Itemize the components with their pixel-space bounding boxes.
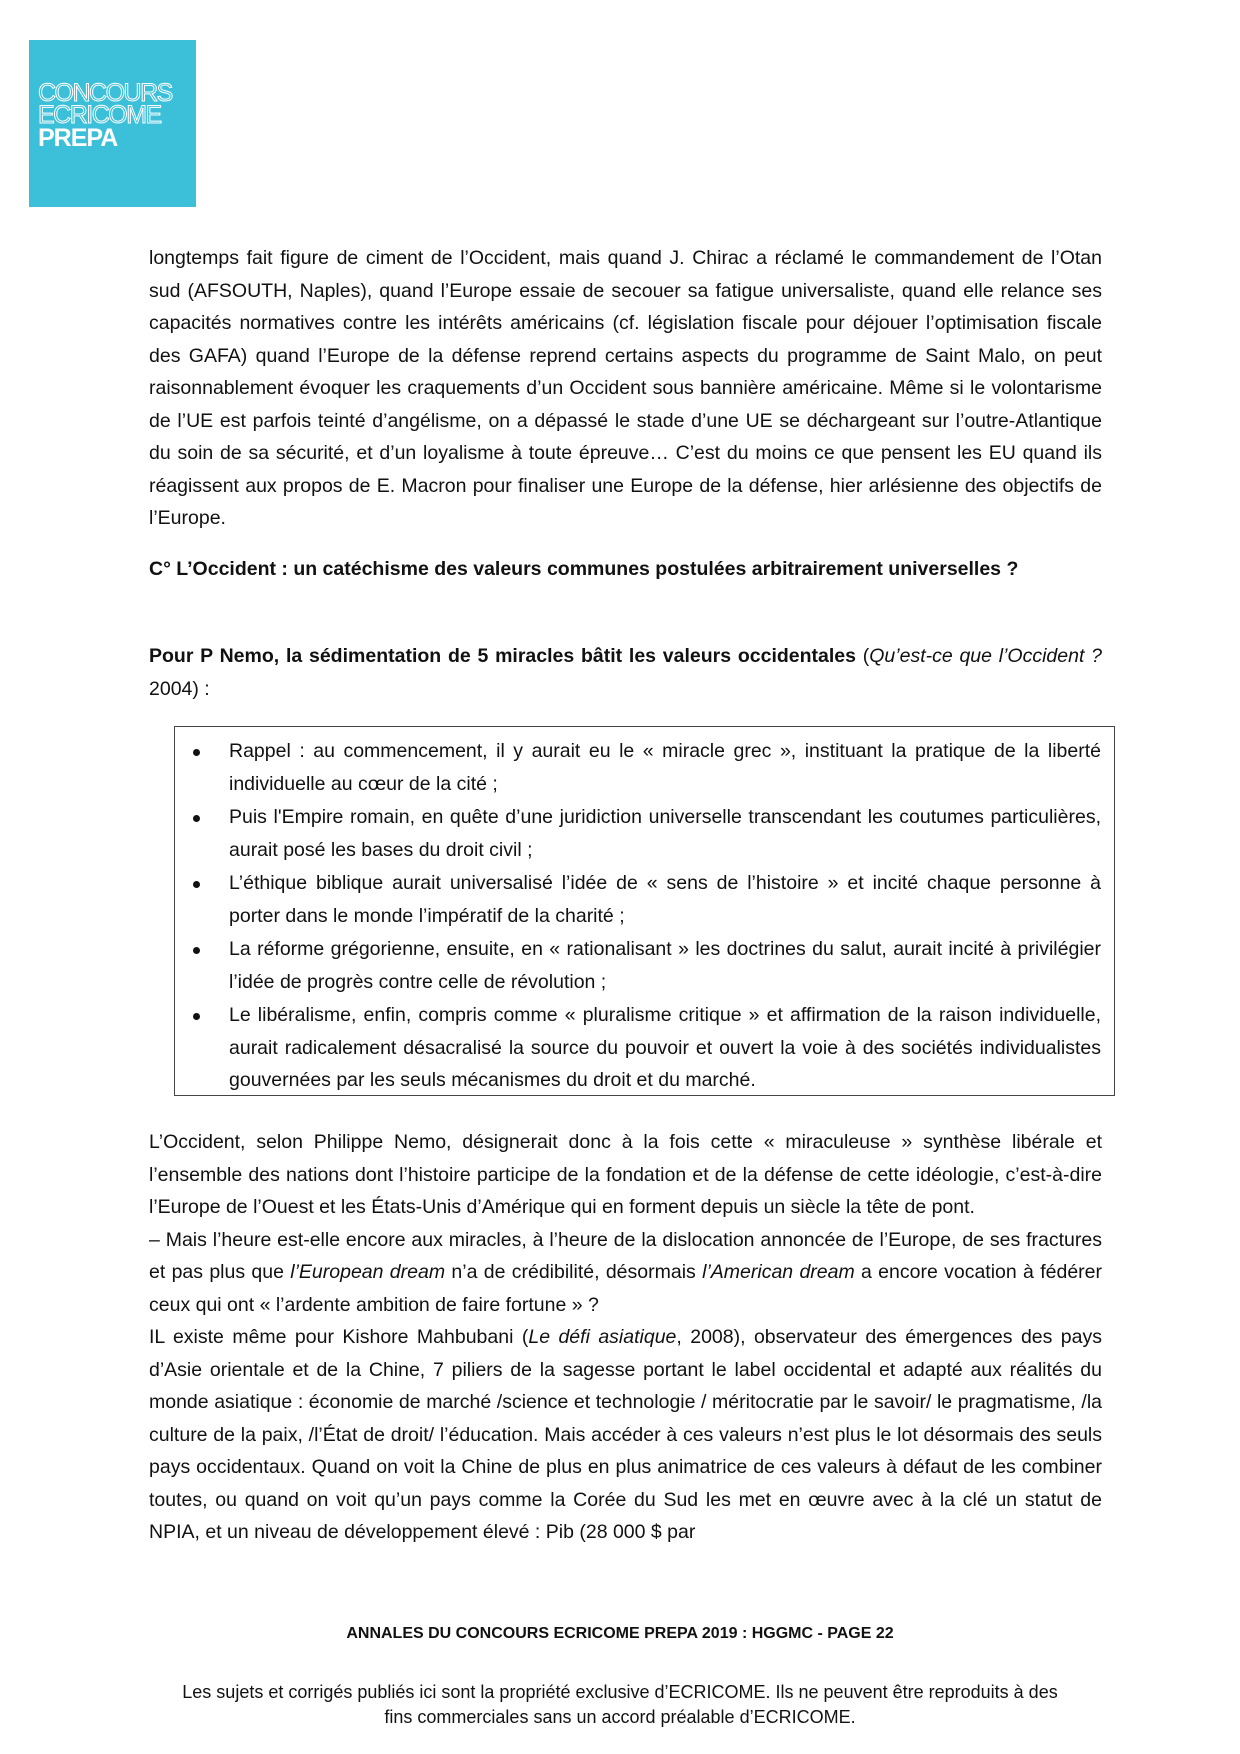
list-item: Le libéralisme, enfin, compris comme « pluralisme critique » et affirmation de la raison individuelle, aurait radicalement désacralisé la source du pouvoir et ouvert la voie à des sociétés individualistes gouvernées par les seuls mécanismes du droit et du marché. <box>189 999 1101 1097</box>
miracles-list <box>189 735 1101 1098</box>
bullet-icon <box>193 749 200 756</box>
nemo-intro-paren: ( <box>855 645 870 667</box>
nemo-intro-bold: Pour P Nemo, la sédimentation de 5 miracles bâtit les valeurs occidentales <box>149 645 856 667</box>
miracles-box <box>174 726 1115 1096</box>
page-body-top <box>149 242 1102 535</box>
paragraph-mahbubani: IL existe même pour Kishore Mahbubani (Le défi asiatique, 2008), observateur des émergences des pays d’Asie orientale et de la Chine, 7 piliers de la sagesse portant le label occidental et adapté aux réalités du monde asiatique : économie de marché /science et technologie / méritocratie par le savoir/ le pragmatisme, /la culture de la paix, /l’État de droit/ l’éducation. Mais accéder à ces valeurs n’est plus le lot désormais des seuls pays occidentaux. Quand on voit la Chine de plus en plus animatrice de ces valeurs à défaut de les combiner toutes, ou quand on voit qu’un pays comme la Corée du Sud les met en œuvre avec à la clé un statut de NPIA, et un niveau de développement élevé : Pib (28 000 $ par <box>149 1326 1102 1543</box>
list-item: L’éthique biblique aurait universalisé l’idée de « sens de l’histoire » et incité chaque personne à porter dans le monde l’impératif de la charité ; <box>189 867 1101 932</box>
logo-line-3: PREPA <box>38 124 118 152</box>
bullet-icon <box>193 815 200 822</box>
list-item: Rappel : au commencement, il y aurait eu le « miracle grec », instituant la pratique de la liberté individuelle au cœur de la cité ; <box>189 735 1101 800</box>
nemo-intro-rest: 2004) : <box>149 677 210 700</box>
page-body-bottom <box>149 1126 1102 1549</box>
paragraph-nemo-synthese: L’Occident, selon Philippe Nemo, désignerait donc à la fois cette « miraculeuse » synthèse libérale et l’ensemble des nations dont l’histoire participe de la fondation et de la défense de cette idéologie, c’est-à-dire l’Europe de l’Ouest et les États-Unis d’Amérique qui en forment depuis un siècle la tête de pont. <box>149 1131 1102 1218</box>
paragraph-occident-americain: longtemps fait figure de ciment de l’Occident, mais quand J. Chirac a réclamé le commandement de l’Otan sud (AFSOUTH, Naples), quand l’Europe essaie de secouer sa fatigue universaliste, quand elle relance ses capacités normatives contre les intérêts américains (cf. législation fiscale pour déjouer l’optimisation fiscale des GAFA) quand l’Europe de la défense reprend certains aspects du programme de Saint Malo, on peut raisonnablement évoquer les craquements d’un Occident sous bannière américaine. Même si le volontarisme de l’UE est parfois teinté d’angélisme, on a dépassé le stade d’une UE se déchargeant sur l’outre-Atlantique du soin de sa sécurité, et d’un loyalisme à toute épreuve… C’est du moins ce que pensent les EU quand ils réagissent aux propos de E. Macron pour finaliser une Europe de la défense, hier arlésienne des objectifs de l’Europe. <box>149 247 1102 529</box>
bullet-icon <box>193 947 200 954</box>
list-item: La réforme grégorienne, ensuite, en « rationalisant » les doctrines du salut, aurait incité à privilégier l’idée de progrès contre celle de révolution ; <box>189 933 1101 998</box>
bullet-icon <box>193 881 200 888</box>
bullet-icon <box>193 1013 200 1020</box>
footer-title: ANNALES DU CONCOURS ECRICOME PREPA 2019 : HGGMC - PAGE 22 <box>346 1625 894 1642</box>
paragraph-miracles-question: – Mais l’heure est-elle encore aux miracles, à l’heure de la dislocation annoncée de l’Europe, de ses fractures et pas plus que l’European dream n’a de crédibilité, désormais l’American dream a encore vocation à fédérer ceux qui ont « l’ardente ambition de faire fortune » ? <box>149 1228 1102 1316</box>
nemo-intro <box>149 640 1102 705</box>
list-item: Puis l'Empire romain, en quête d’une juridiction universelle transcendant les coutumes particulières, aurait posé les bases du droit civil ; <box>189 801 1101 866</box>
logo-line-1: CONCOURS <box>38 79 172 107</box>
nemo-book-title: Qu’est-ce que l’Occident ? <box>869 645 1102 667</box>
footer-copyright-note: Les sujets et corrigés publiés ici sont la propriété exclusive d’ECRICOME. Ils ne peuvent être reproduits à des fins commerciales sans un accord préalable d’ECRICOME. <box>182 1682 1058 1727</box>
logo-line-2: ECRICOME <box>38 101 161 129</box>
section-heading: C° L’Occident : un catéchisme des valeurs communes postulées arbitrairement universelles ? <box>149 558 1019 580</box>
concours-ecricome-prepa-logo <box>29 40 196 207</box>
